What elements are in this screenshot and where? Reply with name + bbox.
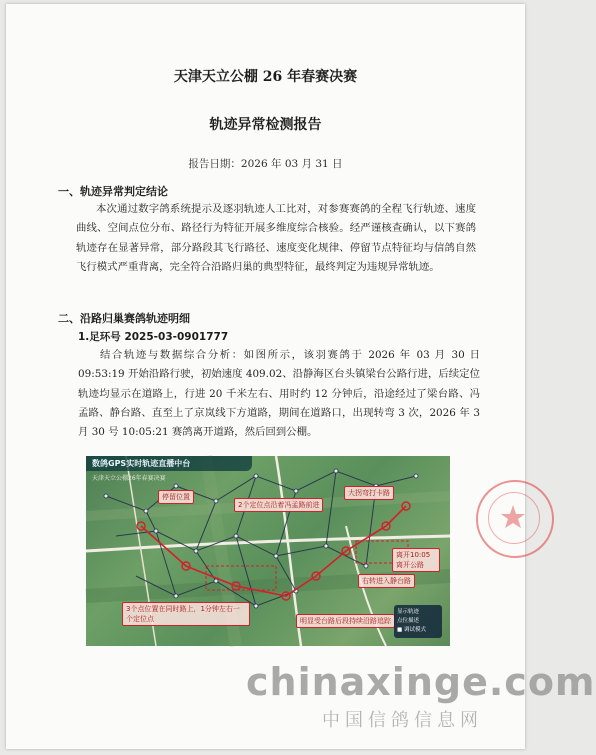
- section1-body: 本次通过数字鸽系统提示及逐羽轨迹人工比对，对参赛赛鸽的全程飞行轨迹、速度曲线、空间点位分布、路径行为特征开展多维度综合核验。经严谨核查确认，以下赛鸽轨迹存在显著异常，部分路段其飞行路径、速度变化规律、停留节点特征均与信鸽自然飞行模式严重背离，完全符合沿路归巢的典型特征，最终判定为违规异常轨迹。: [76, 203, 476, 273]
- map-legend: [394, 605, 442, 638]
- legend-item: ■ 调试模式: [397, 627, 426, 633]
- section2-heading: 二、沿路归巢赛鸽轨迹明细: [58, 312, 190, 325]
- map-callout: 离开10:05离开公路: [392, 548, 440, 572]
- document-page: [6, 4, 525, 749]
- ring-number: 1.足环号 2025-03-0901777: [78, 331, 229, 343]
- legend-item: 点位描述: [397, 618, 420, 624]
- document-subtitle: 轨迹异常检测报告: [209, 117, 322, 133]
- map-callout: 明显受台路后段持续沿路追踪: [296, 614, 395, 628]
- track-map-image: [86, 456, 450, 646]
- map-callout: 2个定位点沿着冯孟路前进: [234, 498, 323, 512]
- legend-item: 显示轨迹: [397, 609, 420, 615]
- watermark-site-name: 中国信鸽信息网: [322, 710, 483, 731]
- map-callout: 右转进入静台路: [358, 574, 415, 588]
- report-date: 报告日期：2026 年 03 月 31 日: [188, 158, 343, 170]
- map-callout: 停留位置: [158, 490, 194, 504]
- map-callout: 3个点位置在同时路上，1分钟左右一个定位点: [122, 602, 250, 626]
- map-subtitle: 天津天立公棚26年春赛决赛: [92, 475, 166, 482]
- red-seal-inner-ring: [488, 492, 540, 544]
- document-title: 天津天立公棚 26 年春赛决赛: [173, 69, 358, 85]
- map-callout: 大拐弯打卡路: [344, 486, 394, 500]
- section1-heading: 一、轨迹异常判定结论: [58, 185, 168, 198]
- section2-body: 结合轨迹与数据综合分析：如图所示，该羽赛鸽于 2026 年 03 月 30 日 09:53:19 开始沿路行驶，初始速度 409.02、沿静海区台头镇梁台公路行进，后续定位轨迹均显示在道路上，行进 20 千米左右、用时约 12 分钟后，沿途经过了梁台路、冯孟路、静台路、直至上了京岚线下方道路，期间在道路口，出现转弯 3 次，2026 年 3 月 30 号 10:05:21 赛鸽离开道路，然后回到公棚。: [78, 349, 480, 439]
- map-header: 数鸽GPS实时轨迹直播中台: [86, 456, 252, 471]
- watermark-url: chinaxinge.com: [246, 660, 596, 704]
